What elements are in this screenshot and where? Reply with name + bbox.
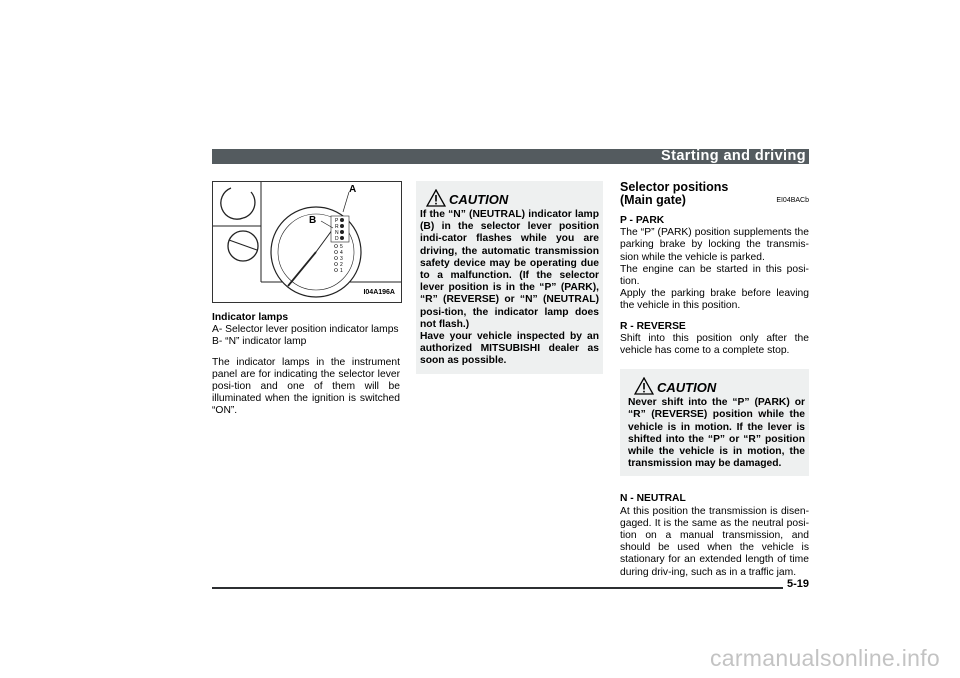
caution-title: CAUTION	[449, 192, 509, 207]
caution-header-2	[628, 377, 805, 395]
selector-positions-title: Selector positions (Main gate) EI04BACb	[620, 180, 809, 207]
park-text-3: Apply the parking brake before leaving the vehicle in this position.	[620, 288, 809, 312]
watermark: carmanualsonline.info	[709, 645, 940, 671]
reverse-title: R - REVERSE	[620, 320, 686, 332]
section-title: Starting and driving	[661, 148, 806, 164]
caution-box	[416, 181, 603, 374]
gear-number-3: 3	[340, 256, 343, 262]
gear-number-1: 1	[340, 268, 343, 274]
gear-letter-d: D	[335, 236, 339, 242]
park-text-1: The “P” (PARK) position supplements the parking brake by locking the transmis-sion while the vehicle is parked.	[620, 227, 809, 263]
caution-text: If the “N” (NEUTRAL) indicator lamp (B) in the selector lever position indi-cator flashes while you are driving, the automatic transmission safety device may be operating due to a malfunction. (If the selector lever position is in the “P” (PARK), “R” (REVERSE) or “N” (NEUTRAL) posi-tion, the indicator lamp does not flash.)	[420, 209, 599, 330]
page-number: 5-19	[783, 578, 809, 590]
right-column	[620, 181, 809, 579]
gear-letter-n: N	[335, 230, 339, 236]
section-code: EI04BACb	[776, 197, 809, 204]
park-title: P - PARK	[620, 215, 665, 226]
caution-title-2: CAUTION	[657, 380, 717, 396]
indicator-lamps-heading: Indicator lamps	[212, 312, 289, 323]
footer-rule	[212, 587, 809, 589]
caution-header	[420, 189, 599, 207]
instrument-panel-illustration	[213, 182, 401, 302]
legend-line-b: B- “N” indicator lamp	[212, 336, 307, 348]
reverse-text: Shift into this position only after the vehicle has come to a complete stop.	[620, 332, 809, 357]
warning-triangle-icon	[426, 189, 446, 207]
gear-number-2: 2	[340, 262, 343, 268]
instrument-panel-figure	[212, 181, 402, 303]
figure-code: I04A196A	[363, 288, 395, 296]
caution-text-2: Have your vehicle inspected by an authorized MITSUBISHI dealer as soon as possible.	[420, 331, 599, 367]
gear-number-4: 4	[340, 250, 343, 256]
header-bar	[212, 149, 809, 164]
middle-column	[416, 181, 603, 374]
gear-number-5: 5	[340, 244, 343, 250]
warning-triangle-icon	[634, 377, 654, 395]
legend-line-a: A- Selector lever position indicator lamps	[212, 324, 399, 336]
figure-label-b: B	[309, 215, 317, 226]
indicator-lamps-body: The indicator lamps in the instrument panel are for indicating the selector lever posi-tion and one of them will be illuminated when the ignition is switched “ON”.	[212, 356, 400, 417]
left-column	[212, 181, 400, 418]
park-text-2: The engine can be started in this posi-tion.	[620, 263, 809, 288]
neutral-text: At this position the transmission is disen-gaged. It is the same as the neutral posi-tion on a manual transmission, and should be used when the vehicle is stationary for an extended length of time during driv-ing, such as in a traffic jam.	[620, 505, 809, 578]
figure-label-a: A	[349, 184, 357, 195]
caution-text-3: Never shift into the “P” (PARK) or “R” (REVERSE) position while the vehicle is in motion. If the lever is shifted into the “P” or “R” position while the vehicle is in motion, the transmission may be damaged.	[628, 397, 805, 470]
caution-box-2	[620, 369, 809, 476]
neutral-title: N - NEUTRAL	[620, 493, 686, 505]
gear-letter-r: R	[335, 224, 339, 230]
gear-letter-p: P	[335, 218, 339, 224]
